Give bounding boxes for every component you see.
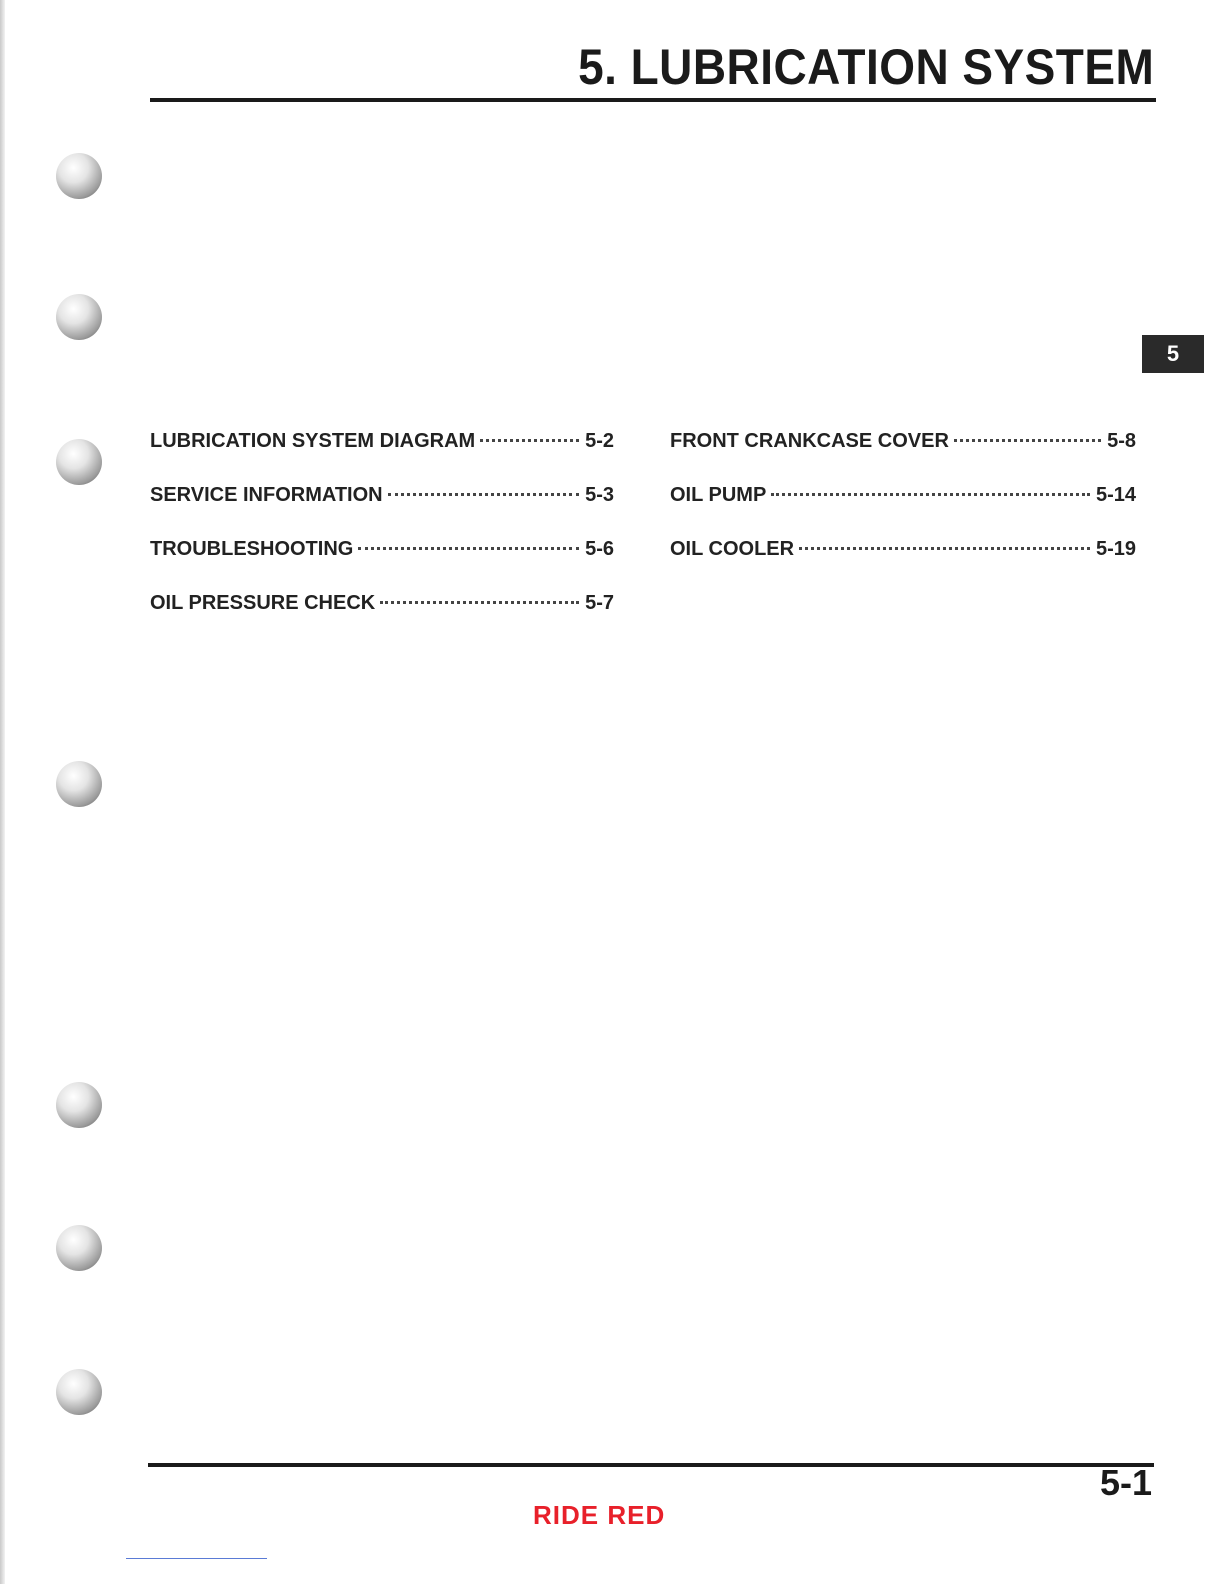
page-number: 5-1 [1099,1462,1152,1503]
binder-hole [56,1082,102,1128]
dot-leader [388,493,579,496]
toc-item-page: 5-2 [585,430,614,452]
section-tab[interactable]: 5 [1142,335,1204,373]
toc-item-lubrication-system-diagram[interactable] [150,430,614,484]
brand-logo: RIDE RED [533,1500,666,1530]
toc-item-page: 5-3 [585,484,614,506]
dot-leader [799,547,1090,550]
toc-item-service-information[interactable] [150,484,614,538]
toc-item-title: SERVICE INFORMATION [150,484,383,506]
page-left-edge [0,0,5,1584]
toc-item-oil-pressure-check[interactable] [150,592,614,646]
toc-left-column [150,430,614,646]
toc-item-page: 5-8 [1107,430,1136,452]
dot-leader [358,547,579,550]
toc-item-troubleshooting[interactable] [150,538,614,592]
binder-hole [56,439,102,485]
dot-leader [480,439,579,442]
toc-item-front-crankcase-cover[interactable] [670,430,1136,484]
toc-item-title: OIL PRESSURE CHECK [150,592,376,614]
toc-item-title: OIL PUMP [670,484,767,506]
header-rule [150,98,1156,102]
toc-item-page: 5-7 [585,592,614,614]
toc-item-page: 5-19 [1095,538,1136,560]
toc-right-column [670,430,1136,592]
toc-item-title: OIL COOLER [670,538,795,560]
toc-item-title: TROUBLESHOOTING [150,538,354,560]
toc-item-title: FRONT CRANKCASE COVER [670,430,949,452]
dot-leader [771,493,1090,496]
toc-item-oil-cooler[interactable] [670,538,1136,592]
toc-item-oil-pump[interactable] [670,484,1136,538]
page-title: 5. LUBRICATION SYSTEM [577,39,1154,95]
toc-item-page: 5-6 [585,538,614,560]
toc-item-title: LUBRICATION SYSTEM DIAGRAM [150,430,476,452]
binder-hole [56,1225,102,1271]
binder-hole [56,153,102,199]
binder-hole [56,294,102,340]
link-underline[interactable] [126,1558,267,1559]
dot-leader [954,439,1101,442]
dot-leader [380,601,579,604]
footer-rule [148,1463,1154,1467]
toc-item-page: 5-14 [1095,484,1136,506]
binder-hole [56,1369,102,1415]
binder-hole [56,761,102,807]
